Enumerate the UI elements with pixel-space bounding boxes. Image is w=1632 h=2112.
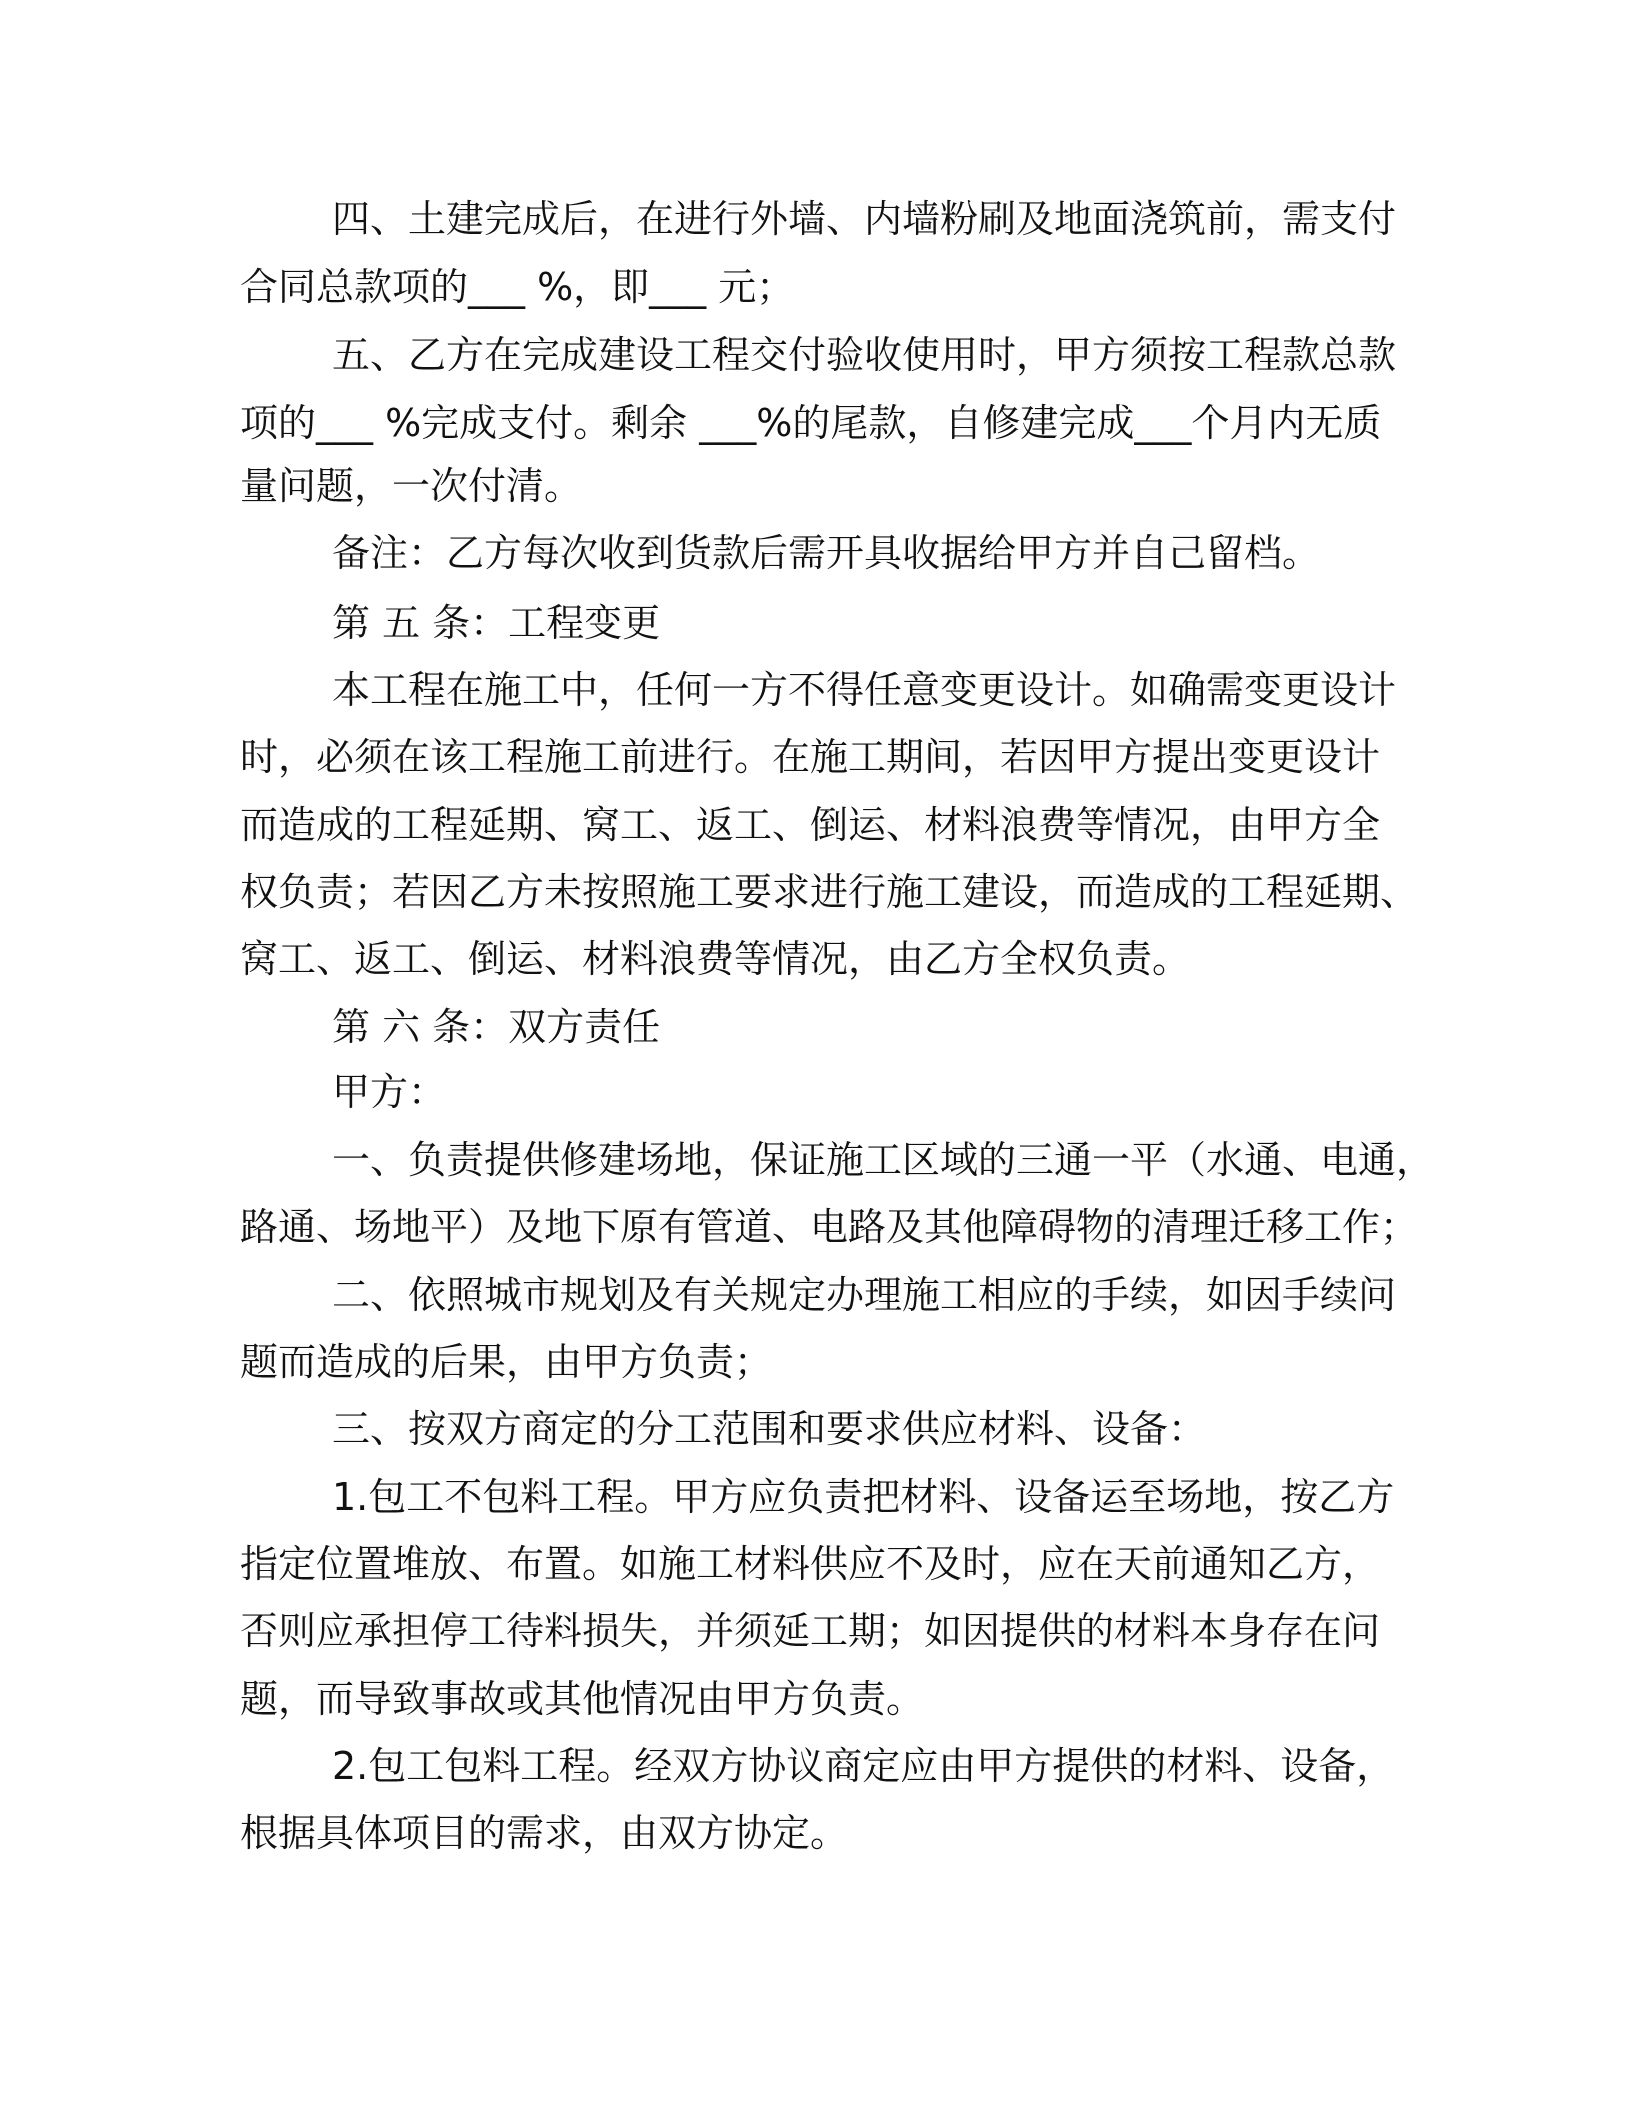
section-heading: 第 五 条：工程变更 bbox=[332, 601, 661, 645]
paragraph-line: 题，而导致事故或其他情况由甲方负责。 bbox=[240, 1677, 925, 1721]
paragraph-line: 1.包工不包料工程。甲方应负责把材料、设备运至场地，按乙方 bbox=[332, 1475, 1395, 1519]
paragraph-line: 备注：乙方每次收到货款后需开具收据给甲方并自己留档。 bbox=[332, 531, 1321, 575]
paragraph-line: 量问题，一次付清。 bbox=[240, 464, 583, 508]
paragraph-line: 指定位置堆放、布置。如施工材料供应不及时，应在天前通知乙方， bbox=[240, 1542, 1381, 1586]
paragraph-line: 路通、场地平）及地下原有管道、电路及其他障碍物的清理迁移工作； bbox=[240, 1205, 1419, 1249]
paragraph-line: 时，必须在该工程施工前进行。在施工期间，若因甲方提出变更设计 bbox=[240, 735, 1381, 779]
paragraph-line: 合同总款项的___ %，即___ 元； bbox=[240, 265, 795, 309]
section-heading: 第 六 条：双方责任 bbox=[332, 1005, 661, 1049]
paragraph-line: 甲方： bbox=[332, 1070, 447, 1114]
paragraph-line: 二、依照城市规划及有关规定办理施工相应的手续，如因手续问 bbox=[332, 1273, 1397, 1317]
paragraph-line: 本工程在施工中，任何一方不得任意变更设计。如确需变更设计 bbox=[332, 668, 1397, 712]
paragraph-line: 题而造成的后果，由甲方负责； bbox=[240, 1340, 773, 1384]
paragraph-line: 否则应承担停工待料损失，并须延工期；如因提供的材料本身存在问 bbox=[240, 1609, 1381, 1653]
paragraph-line: 而造成的工程延期、窝工、返工、倒运、材料浪费等情况，由甲方全 bbox=[240, 803, 1381, 847]
paragraph-line: 一、负责提供修建场地，保证施工区域的三通一平（水通、电通， bbox=[332, 1138, 1435, 1182]
paragraph-line: 窝工、返工、倒运、材料浪费等情况，由乙方全权负责。 bbox=[240, 937, 1191, 981]
paragraph-line: 权负责；若因乙方未按照施工要求进行施工建设，而造成的工程延期、 bbox=[240, 870, 1419, 914]
paragraph-line: 四、土建完成后，在进行外墙、内墙粉刷及地面浇筑前，需支付 bbox=[332, 197, 1397, 241]
paragraph-line: 三、按双方商定的分工范围和要求供应材料、设备： bbox=[332, 1407, 1207, 1451]
paragraph-line: 2.包工包料工程。经双方协议商定应由甲方提供的材料、设备， bbox=[332, 1744, 1395, 1788]
paragraph-line: 项的___ %完成支付。剩余 ___%的尾款，自修建完成___个月内无质 bbox=[240, 401, 1382, 445]
paragraph-line: 根据具体项目的需求，由双方协定。 bbox=[240, 1811, 849, 1855]
paragraph-line: 五、乙方在完成建设工程交付验收使用时，甲方须按工程款总款 bbox=[332, 333, 1397, 377]
